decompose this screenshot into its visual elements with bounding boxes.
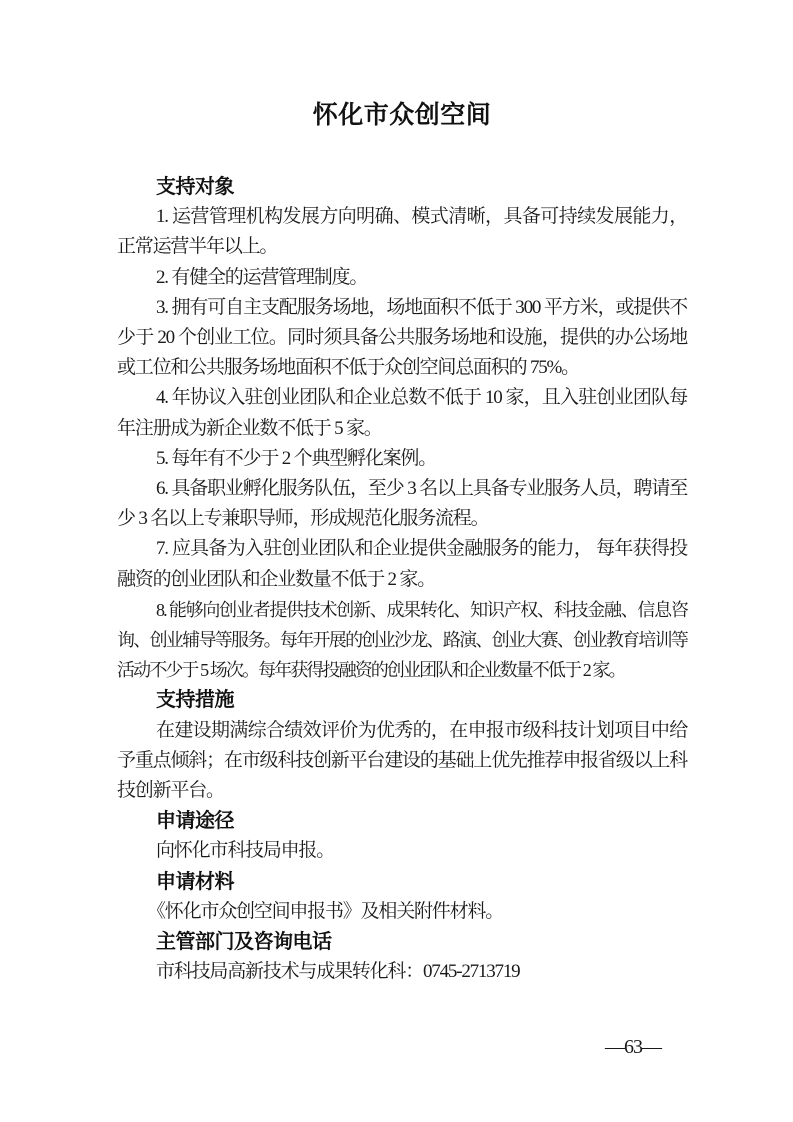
section-heading-support-targets: 支持对象 bbox=[156, 176, 234, 198]
paragraph-item-1: 1. 运营管理机构发展方向明确、模式清晰，具备可持续发展能力，正常运营半年以上。 bbox=[117, 206, 687, 258]
paragraph-item-5: 5. 每年有不少于 2 个典型孵化案例。 bbox=[156, 447, 437, 469]
section-heading-support-measures: 支持措施 bbox=[156, 689, 234, 712]
section-support-measures bbox=[117, 685, 687, 806]
document-content bbox=[117, 100, 687, 987]
paragraph-item-7: 7. 应具备为入驻创业团队和企业提供金融服务的能力， 每年获得投融资的创业团队和企业数量不低于 2 家。 bbox=[117, 538, 687, 590]
paragraph-application-materials: 《怀化市众创空间申报书》及相关附件材料。 bbox=[147, 900, 504, 922]
page-number: —63— bbox=[605, 1036, 661, 1058]
paragraph-item-8: 8. 能够向创业者提供技术创新、成果转化、知识产权、科技金融、信息咨询、创业辅导等服务。每年开展的创业沙龙、路演、创业大赛、创业教育培训等活动不少于 5 场次。每年获得投融资的创业团队和企业数量不低于 2 家。 bbox=[117, 599, 687, 681]
section-application-materials bbox=[117, 867, 687, 927]
section-support-targets bbox=[117, 172, 687, 685]
section-department-contact bbox=[117, 927, 687, 987]
paragraph-item-6: 6. 具备职业孵化服务队伍，至少 3 名以上具备专业服务人员，聘请至少 3 名以上专兼职导师，形成规范化服务流程。 bbox=[117, 478, 687, 530]
section-heading-application-materials: 申请材料 bbox=[156, 870, 234, 893]
paragraph-item-3: 3. 拥有可自主支配服务场地，场地面积不低于 300 平方米，或提供不少于 20 个创业工位。同时须具备公共服务场地和设施，提供的办公场地或工位和公共服务场地面积不低于众创空间总面积的 75%。 bbox=[117, 296, 687, 379]
section-heading-department-contact: 主管部门及咨询电话 bbox=[156, 931, 332, 954]
paragraph-item-2: 2. 有健全的运营管理制度。 bbox=[156, 266, 368, 288]
document-title: 怀化市众创空间 bbox=[312, 102, 492, 129]
paragraph-item-4: 4. 年协议入驻创业团队和企业总数不低于 10 家，且入驻创业团队每年注册成为新企业数不低于 5 家。 bbox=[117, 387, 687, 439]
section-application-channel bbox=[117, 806, 687, 866]
paragraph-application-channel: 向怀化市科技局申报。 bbox=[156, 840, 335, 862]
section-heading-application-channel: 申请途径 bbox=[156, 810, 234, 833]
paragraph-department-contact-phone: 市科技局高新技术与成果转化科：0745-2713719 bbox=[156, 961, 520, 983]
paragraph-support-measures: 在建设期满综合绩效评价为优秀的，在申报市级科技计划项目中给予重点倾斜；在市级科技创新平台建设的基础上优先推荐申报省级以上科技创新平台。 bbox=[117, 719, 687, 802]
